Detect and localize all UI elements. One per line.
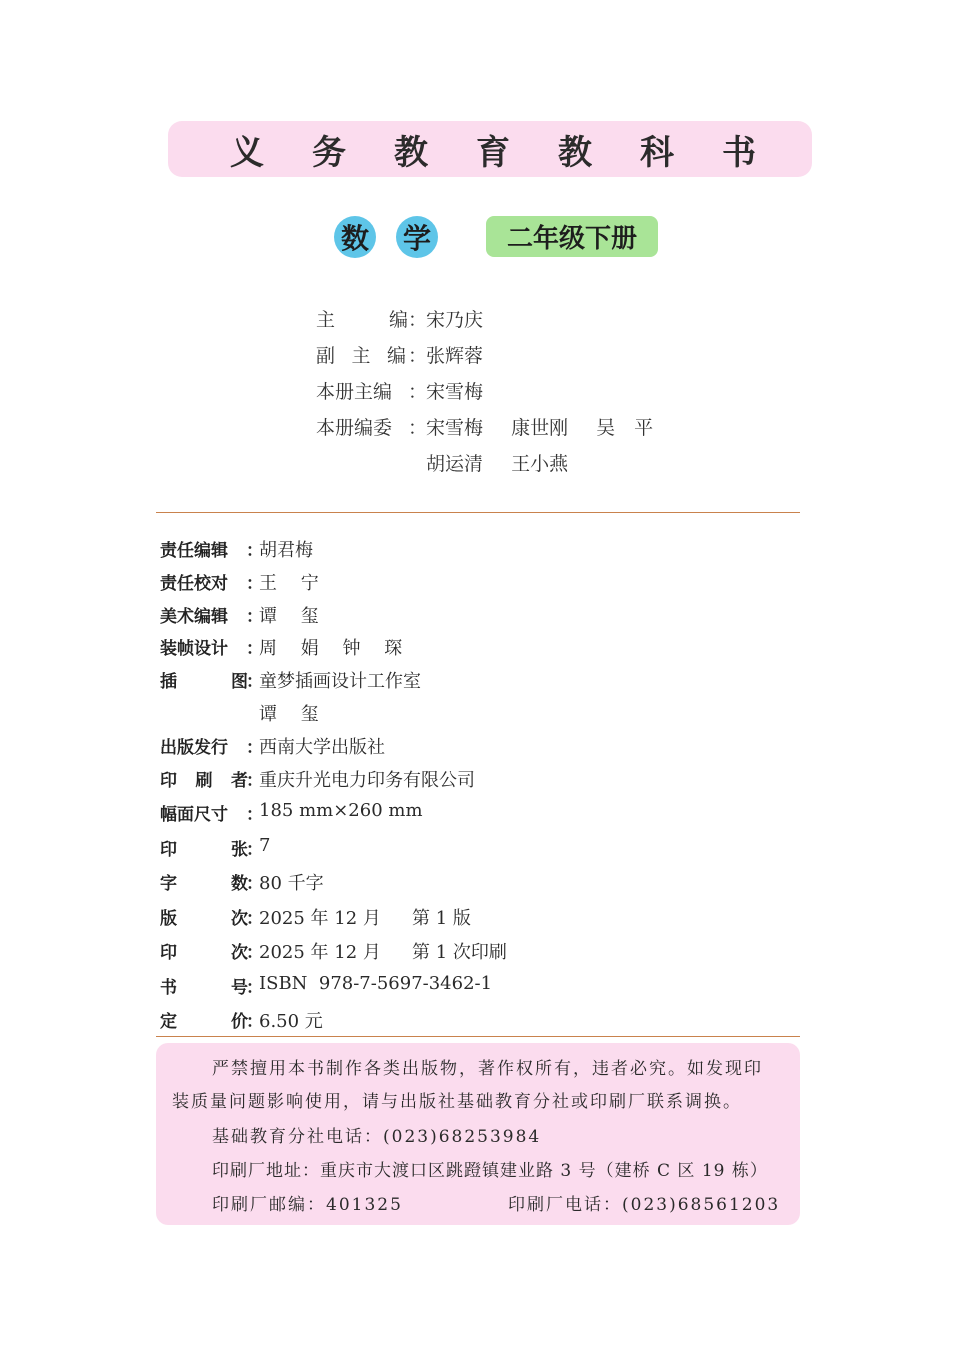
isbn-value: ISBN 978-7-5697-3462-1 bbox=[259, 973, 493, 994]
label-char: 主 bbox=[351, 345, 371, 367]
printing-number: 第 1 次印刷 bbox=[412, 942, 507, 963]
colon: ： bbox=[408, 417, 428, 439]
name-char: 谭 bbox=[259, 704, 277, 725]
colon: ： bbox=[408, 309, 428, 331]
info-label bbox=[160, 835, 248, 860]
label-char: 版 bbox=[160, 909, 177, 929]
colon: ： bbox=[246, 574, 263, 594]
colon: ： bbox=[246, 909, 263, 929]
label-char: 书 bbox=[160, 978, 177, 998]
info-label bbox=[160, 1007, 248, 1032]
label-char: 图 bbox=[231, 672, 248, 692]
label-char: 张 bbox=[231, 840, 248, 860]
colon: ： bbox=[246, 738, 263, 758]
label-char: 印 bbox=[160, 771, 177, 791]
name-char: 钟 bbox=[342, 638, 361, 659]
info-label: 责任校对 bbox=[160, 574, 228, 594]
colon: ： bbox=[246, 805, 263, 825]
info-value bbox=[259, 700, 337, 726]
label-char: 编 bbox=[386, 345, 406, 367]
series-title-char: 科 bbox=[640, 132, 674, 173]
info-value: 2025 年 12 月 bbox=[259, 908, 381, 929]
label-char: 主 bbox=[316, 309, 336, 331]
info-value: 童梦插画设计工作室 bbox=[259, 671, 421, 692]
colon: ： bbox=[408, 381, 428, 403]
info-label: 出版发行 bbox=[160, 738, 228, 758]
subject-char-badge: 数 bbox=[334, 216, 376, 258]
info-label: 责任编辑 bbox=[160, 541, 228, 561]
info-label bbox=[160, 766, 248, 791]
label-char: 定 bbox=[160, 1012, 177, 1032]
editor-value: 宋雪梅 bbox=[426, 381, 484, 403]
info-label bbox=[160, 938, 248, 963]
name-char: 琛 bbox=[384, 638, 403, 659]
notice-factory-phone: 印刷厂电话：(023)68561203 bbox=[508, 1195, 781, 1215]
label-char: 字 bbox=[160, 874, 177, 894]
editor-name: 王小燕 bbox=[511, 453, 569, 475]
editor-label: 本册主编 bbox=[316, 381, 393, 403]
info-value: 胡君梅 bbox=[259, 540, 313, 561]
name-char: 玺 bbox=[300, 606, 319, 627]
editor-value: 张辉蓉 bbox=[426, 345, 484, 367]
name-char: 宁 bbox=[300, 573, 319, 594]
colon: ： bbox=[246, 639, 263, 659]
editor-name-list bbox=[426, 449, 590, 476]
editor-name: 胡运清 bbox=[426, 453, 484, 475]
info-label: 装帧设计 bbox=[160, 639, 228, 659]
notice-phone: 基础教育分社电话：(023)68253984 bbox=[212, 1127, 542, 1147]
colon: ： bbox=[246, 607, 263, 627]
info-value: 西南大学出版社 bbox=[259, 737, 385, 758]
name-char: 王 bbox=[259, 573, 277, 594]
price-value: 6.50 元 bbox=[259, 1011, 323, 1032]
label-char: 号 bbox=[231, 978, 248, 998]
colon: ： bbox=[246, 1012, 263, 1032]
notice-line: 装质量问题影响使用，请与出版社基础教育分社或印刷厂联系调换。 bbox=[172, 1092, 742, 1112]
grade-badge: 二年级下册 bbox=[486, 216, 658, 257]
editor-label bbox=[316, 305, 408, 332]
label-char: 数 bbox=[231, 874, 248, 894]
label-char: 刷 bbox=[195, 771, 213, 791]
editor-name: 康世刚 bbox=[511, 417, 569, 439]
info-value: 7 bbox=[259, 835, 271, 856]
series-title bbox=[168, 121, 812, 177]
series-title-char: 书 bbox=[722, 132, 756, 173]
name-char: 谭 bbox=[259, 606, 277, 627]
series-title-char: 教 bbox=[558, 132, 592, 173]
notice-line: 严禁擅用本书制作各类出版物，著作权所有，违者必究。如发现印 bbox=[212, 1059, 763, 1079]
editor-label: 本册编委 bbox=[316, 417, 393, 439]
colon: ： bbox=[246, 978, 263, 998]
info-value: 185 mm×260 mm bbox=[259, 800, 423, 821]
info-label bbox=[160, 904, 248, 929]
label-char: 插 bbox=[160, 672, 177, 692]
editor-name: 吴 平 bbox=[596, 417, 654, 439]
info-label bbox=[160, 973, 248, 998]
label-char: 印 bbox=[160, 840, 177, 860]
edition-number: 第 1 版 bbox=[412, 908, 471, 929]
colon: ： bbox=[246, 771, 263, 791]
label-char: 编 bbox=[388, 309, 408, 331]
label-char: 价 bbox=[231, 1012, 248, 1032]
editor-label bbox=[316, 341, 408, 368]
notice-postcode: 印刷厂邮编：401325 bbox=[212, 1195, 403, 1215]
colon: ： bbox=[408, 345, 428, 367]
colon: ： bbox=[246, 672, 263, 692]
colon: ： bbox=[246, 943, 263, 963]
info-value: 80 千字 bbox=[259, 873, 324, 894]
info-label bbox=[160, 667, 248, 692]
label-char: 印 bbox=[160, 943, 177, 963]
info-value: 2025 年 12 月 bbox=[259, 942, 381, 963]
copyright-notice bbox=[156, 1043, 800, 1225]
divider-top bbox=[156, 512, 800, 513]
subject-char-badge: 学 bbox=[396, 216, 438, 258]
series-title-char: 育 bbox=[476, 132, 510, 173]
editor-name-list bbox=[426, 413, 675, 440]
divider-bottom bbox=[156, 1036, 800, 1037]
label-char: 次 bbox=[231, 943, 248, 963]
info-value bbox=[259, 569, 337, 595]
series-title-char: 教 bbox=[394, 132, 428, 173]
notice-address: 印刷厂地址：重庆市大渡口区跳蹬镇建业路 3 号（建桥 C 区 19 栋） bbox=[212, 1161, 768, 1181]
name-char: 周 bbox=[259, 638, 277, 659]
info-label bbox=[160, 869, 248, 894]
info-value bbox=[259, 602, 337, 628]
editor-name: 宋雪梅 bbox=[426, 417, 484, 439]
series-title-char: 务 bbox=[312, 132, 346, 173]
colon: ： bbox=[246, 840, 263, 860]
label-char: 副 bbox=[316, 345, 336, 367]
colon: ： bbox=[246, 541, 263, 561]
info-value: 重庆升光电力印务有限公司 bbox=[259, 770, 475, 791]
label-char: 次 bbox=[231, 909, 248, 929]
info-value bbox=[259, 634, 420, 660]
label-char: 者 bbox=[231, 771, 248, 791]
editor-value: 宋乃庆 bbox=[426, 309, 484, 331]
series-banner bbox=[168, 121, 812, 177]
info-label: 美术编辑 bbox=[160, 607, 228, 627]
series-title-char: 义 bbox=[230, 132, 264, 173]
info-label: 幅面尺寸 bbox=[160, 805, 228, 825]
colon: ： bbox=[246, 874, 263, 894]
name-char: 娟 bbox=[300, 638, 319, 659]
name-char: 玺 bbox=[300, 704, 319, 725]
